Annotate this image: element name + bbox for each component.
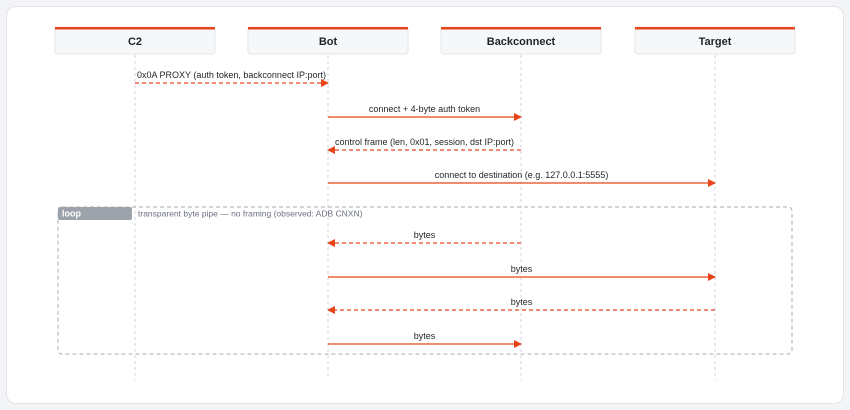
message-label: connect to destination (e.g. 127.0.0.1:5555) <box>434 170 609 180</box>
participant-label: Bot <box>318 36 338 48</box>
messages <box>135 70 715 344</box>
participant-backconnect <box>441 27 601 54</box>
participant-target <box>635 27 795 54</box>
participant-label: Target <box>698 36 732 48</box>
message-label: control frame (len, 0x01, session, dst IP:port) <box>334 137 515 147</box>
message-label: 0x0A PROXY (auth token, backconnect IP:port) <box>137 70 326 80</box>
participant-label: Backconnect <box>486 36 556 48</box>
loop-condition: transparent byte pipe — no framing (observed: ADB CNXN) <box>138 208 363 219</box>
message-5 <box>328 230 521 243</box>
participants <box>55 27 795 54</box>
participant-c2 <box>55 27 215 54</box>
message-label: bytes <box>413 331 436 341</box>
participant-accent-bar <box>55 27 215 30</box>
participant-accent-bar <box>248 27 408 30</box>
participant-accent-bar <box>441 27 601 30</box>
message-label: connect + 4-byte auth token <box>368 104 481 114</box>
message-6 <box>328 264 715 277</box>
message-1 <box>135 70 328 83</box>
message-label: bytes <box>413 230 436 240</box>
message-label: bytes <box>510 264 533 274</box>
message-3 <box>328 137 521 150</box>
message-2 <box>328 104 521 117</box>
loop-tag-label: loop <box>62 208 81 219</box>
message-8 <box>328 331 521 344</box>
participant-label: C2 <box>127 36 143 48</box>
participant-accent-bar <box>635 27 795 30</box>
message-label: bytes <box>510 297 533 307</box>
participant-bot <box>248 27 408 54</box>
